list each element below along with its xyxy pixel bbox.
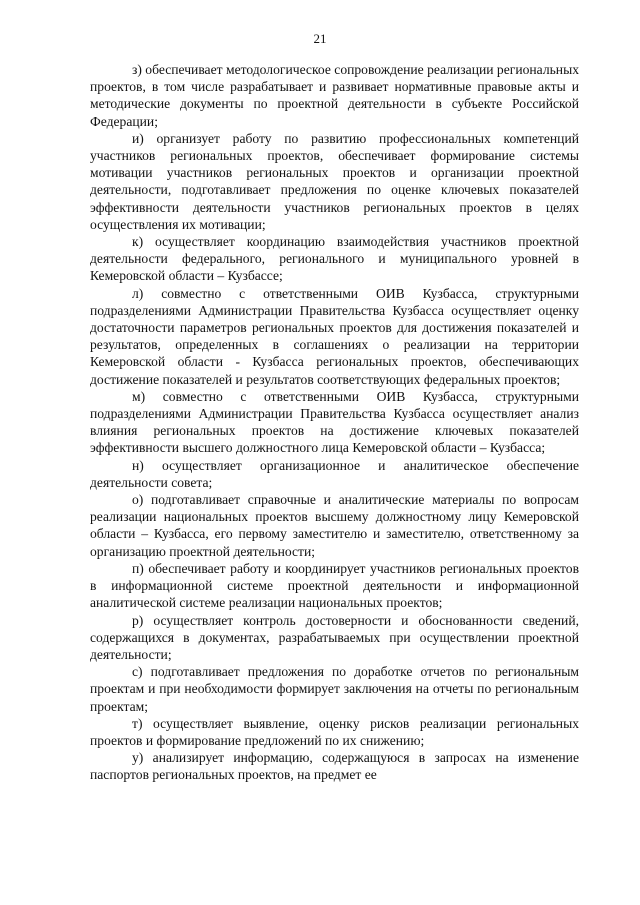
paragraph-n: н) осуществляет организационное и аналитическое обеспечение деятельности совета;	[90, 457, 579, 490]
paragraph-l: л) совместно с ответственными ОИВ Кузбасса, структурными подразделениями Администрации Правительства Кузбасса осуществляет оценку достаточности параметров региональных проектов для достижения показателей и результатов, определенных в соглашениях о реализации на территории Кемеровской области - Кузбасса региональных проектов, обеспечивающих достижение показателей и результатов соответствующих федеральных проектов;	[90, 285, 579, 387]
paragraph-p: п) обеспечивает работу и координирует участников региональных проектов в информационной системе проектной деятельности и информационной аналитической системе реализации национальных проектов;	[90, 560, 579, 611]
paragraph-k: к) осуществляет координацию взаимодействия участников проектной деятельности федерального, регионального и муниципального уровней в Кемеровской области – Кузбассе;	[90, 234, 579, 284]
paragraph-s: с) подготавливает предложения по доработке отчетов по региональным проектам и при необходимости формирует заключения на отчеты по региональным проектам;	[90, 664, 579, 714]
paragraph-r: р) осуществляет контроль достоверности и обоснованности сведений, содержащихся в документах, разрабатываемых при осуществлении проектной деятельности;	[90, 612, 579, 662]
page-number: 21	[313, 31, 327, 46]
paragraph-t: т) осуществляет выявление, оценку рисков реализации региональных проектов и формирование предложений по их снижению;	[90, 715, 579, 748]
paragraph-i: и) организует работу по развитию профессиональных компетенций участников региональных проектов, обеспечивает формирование системы мотивации участников региональных проектов и организации проектной деятельности, подготавливает предложения по оценке ключевых показателей эффективности деятельности участников региональных проектов в целях осуществления их мотивации;	[90, 130, 579, 232]
paragraph-z: з) обеспечивает методологическое сопровождение реализации региональных проектов, в том числе разрабатывает и развивает нормативные правовые акты и методические документы по проектной деятельности в субъекте Российской Федерации;	[90, 62, 580, 129]
paragraph-o: о) подготавливает справочные и аналитические материалы по вопросам реализации национальных проектов высшему должностному лицу Кемеровской области – Кузбасса, его первому заместителю и заместителю, ответственному за организацию проектной деятельности;	[90, 492, 579, 559]
paragraph-m: м) совместно с ответственными ОИВ Кузбасса, структурными подразделениями Администрации Правительства Кузбасса осуществляет анализ влияния региональных проектов на достижение ключевых показателей эффективности высшего должностного лица Кемеровской области – Кузбасса;	[90, 388, 579, 456]
paragraph-u: у) анализирует информацию, содержащуюся в запросах на изменение паспортов региональных проектов, на предмет ее	[90, 750, 579, 783]
document-body	[90, 61, 579, 784]
